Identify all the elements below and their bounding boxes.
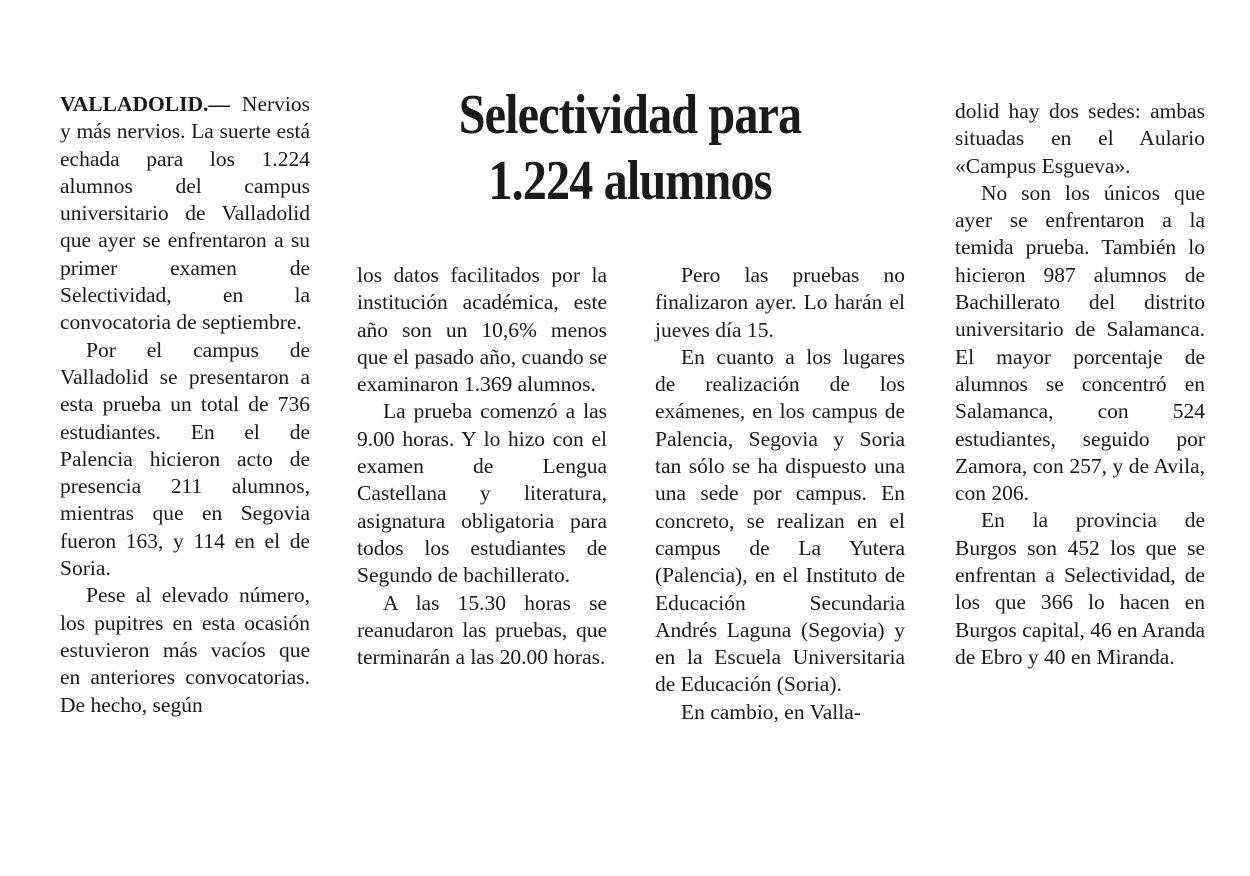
paragraph: dolid hay dos sedes: ambas situadas en el Aulario «Campus Esgueva».: [955, 99, 1205, 178]
headline-line-1: Selectividad para: [458, 84, 802, 146]
paragraph-text: Nervios y más nervios. La suerte está echada para los 1.224 alumnos del campus universitario de Valladolid que ayer se enfrentaron a su primer examen de Selectividad, en la convocatoria de septiembre.: [60, 92, 310, 335]
column-3: [655, 262, 905, 726]
column-2: [357, 262, 607, 671]
headline-line-2: 1.224 alumnos: [488, 150, 772, 212]
paragraph: En la provincia de Burgos son 452 los que se enfrentan a Selectividad, de los que 366 lo hacen en Burgos capital, 46 en Aranda de Ebro y 40 en Miranda.: [955, 508, 1205, 669]
paragraph: Pese al elevado número, los pupitres en esta ocasión estuvieron más vacíos que en anteriores convocatorias. De hecho, según: [60, 583, 310, 717]
paragraph: En cambio, en Valla-: [681, 699, 861, 724]
paragraph: los datos facilitados por la institución académica, este año son un 10,6% menos que el pasado año, cuando se examinaron 1.369 alumnos.: [357, 263, 607, 397]
column-4: [955, 98, 1205, 671]
paragraph: Pero las pruebas no finalizaron ayer. Lo harán el jueves día 15.: [655, 263, 905, 342]
paragraph: La prueba comenzó a las 9.00 horas. Y lo hizo con el examen de Lengua Castellana y literatura, asignatura obligatoria para todos los estudiantes de Segundo de bachillerato.: [357, 399, 607, 588]
column-1: [60, 91, 310, 719]
paragraph: A las 15.30 horas se reanudaron las pruebas, que terminarán a las 20.00 horas.: [357, 590, 607, 670]
headline: [389, 82, 871, 214]
paragraph: Por el campus de Valladolid se presentaron a esta prueba un total de 736 estudiantes. En el de Palencia hicieron acto de presencia 211 alumnos, mientras que en Segovia fueron 163, y 114 en el de Soria.: [60, 337, 310, 581]
paragraph: [60, 91, 310, 337]
paragraph: En cuanto a los lugares de realización de los exámenes, en los campus de Palencia, Segovia y Soria tan sólo se ha dispuesto una una sede por campus. En concreto, se realizan en el campus de La Yutera (Palencia), en el Instituto de Educación Secundaria Andrés Laguna (Segovia) y en la Escuela Universitaria de Educación (Soria).: [655, 344, 905, 697]
dateline: VALLADOLID.—: [60, 92, 230, 116]
paragraph: No son los únicos que ayer se enfrentaron a la temida prueba. También lo hicieron 987 alumnos de Bachillerato del distrito universitario de Salamanca. El mayor porcentaje de alumnos se concentró en Salamanca, con 524 estudiantes, seguido por Zamora, con 257, y de Avila, con 206.: [955, 180, 1205, 506]
